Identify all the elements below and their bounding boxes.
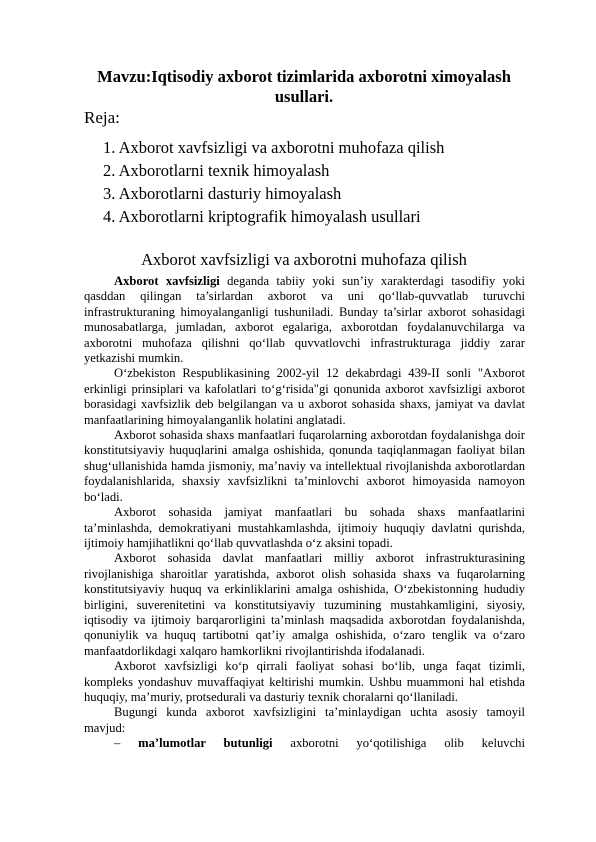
body-text xyxy=(84,274,525,752)
document-title: Mavzu:Iqtisodiy axborot tizimlarida axborotni ximoyalash usullari. xyxy=(97,67,511,106)
section-heading: Axborot xavfsizligi va axborotni muhofaza qilish xyxy=(141,250,467,269)
paragraph xyxy=(84,736,525,751)
plan-item: 1. Axborot xavfsizligi va axborotni muhofaza qilish xyxy=(103,138,445,157)
paragraph: Axborot sohasida shaxs manfaatlari fuqarolarning axborotdan foydalanishga doir konstitutsiyaviy huquqlarini amalga oshishida, qonunda taqiqlanmagan faoliyat bilan shug‘ullanishida hamda jismoniy, ma’naviy va intellektual rivojlanishda axborotlardan foydalanishlarida, shaxsiy xavfsizlikni ta’minlovchi axborot himoyasida namoyon bo‘ladi. xyxy=(84,428,525,504)
term-bold: Axborot xavfsizligi xyxy=(114,274,220,288)
plan-item: 2. Axborotlarni texnik himoyalash xyxy=(103,161,330,180)
paragraph-text: axborotni yo‘qotilishiga olib keluvchi xyxy=(290,736,525,751)
paragraph: Axborot sohasida davlat manfaatlari milliy axborot infrastrukturasining rivojlanishiga sharoitlar yaratishda, axborot olish sohasida shaxs va fuqarolarning konstitutsiyaviy huquq va erkinliklarini amalga oshishida, O‘zbekistonning hududiy birligini, suverenitetini va konstitutsiyaviy tuzumining mustahkamligini, siyosiy, iqtisodiy va ijtimoiy barqarorligini ta’minlash maqsadida axborotdan foydalanishda, qonuniylik va huquq tartibotni qat’iy amalga oshishida, o‘zaro tenglik va o‘zaro manfaatdorlikdagi xalqaro hamkorlikni rivojlantirishda ifodalanadi. xyxy=(84,551,525,658)
paragraph: Bugungi kunda axborot xavfsizligini ta’minlaydigan uchta asosiy tamoyil mavjud: xyxy=(84,705,525,735)
paragraph: Axborot sohasida jamiyat manfaatlari bu sohada shaxs manfaatlarini ta’minlashda, demokratiyani mustahkamlashda, ijtimoiy huquqiy davlatni qurishda, ijtimoiy hamjihatlikni qo‘llab quvvatlashda o‘z aksini topadi. xyxy=(84,505,525,550)
plan-label: Reja: xyxy=(84,108,120,127)
plan-list xyxy=(103,136,444,228)
paragraph: O‘zbekiston Respublikasining 2002-yil 12 dekabrdagi 439-II sonli "Axborot erkinligi prinsiplari va kafolatlari to‘g‘risida"gi qonunida axborot xavfsizligi axborot borasidagi xavfsizlik deb belgilangan va u axborot sohasida shaxs, jamiyat va davlat manfaatlarining himoyalanganlik holatini anglatadi. xyxy=(84,366,525,427)
plan-item: 4. Axborotlarni kriptografik himoyalash usullari xyxy=(103,207,421,226)
list-dash: – xyxy=(114,736,121,751)
paragraph xyxy=(84,274,525,366)
term-bold: ma’lumotlar butunligi xyxy=(138,736,273,751)
paragraph: Axborot xavfsizligi ko‘p qirrali faoliyat sohasi bo‘lib, unga faqat tizimli, kompleks yondashuv muvaffaqiyat keltirishi mumkin. Ushbu muammoni hal etishda huquqiy, ma’muriy, protsedurali va dasturiy texnik choralarni qo‘llaniladi. xyxy=(84,659,525,704)
plan-item: 3. Axborotlarni dasturiy himoyalash xyxy=(103,184,342,203)
paragraph-text: deganda tabiiy yoki sun’iy xarakterdagi tasodifiy yoki qasddan qilingan ta’sirlardan axborot va uni qo‘llab-quvvatlab turuvchi infrastrukturaning himoyalanganligi tushuniladi. Bunday ta’sirlar axborot sohasidagi munosabatlarga, jumladan, axborot egalariga, axborotdan foydalanuvchilarga va axborotni muhofaza qilishni qo‘llab quvvatlovchi infrastrukturaga jiddiy zarar yetkazishi mumkin. xyxy=(84,274,525,366)
